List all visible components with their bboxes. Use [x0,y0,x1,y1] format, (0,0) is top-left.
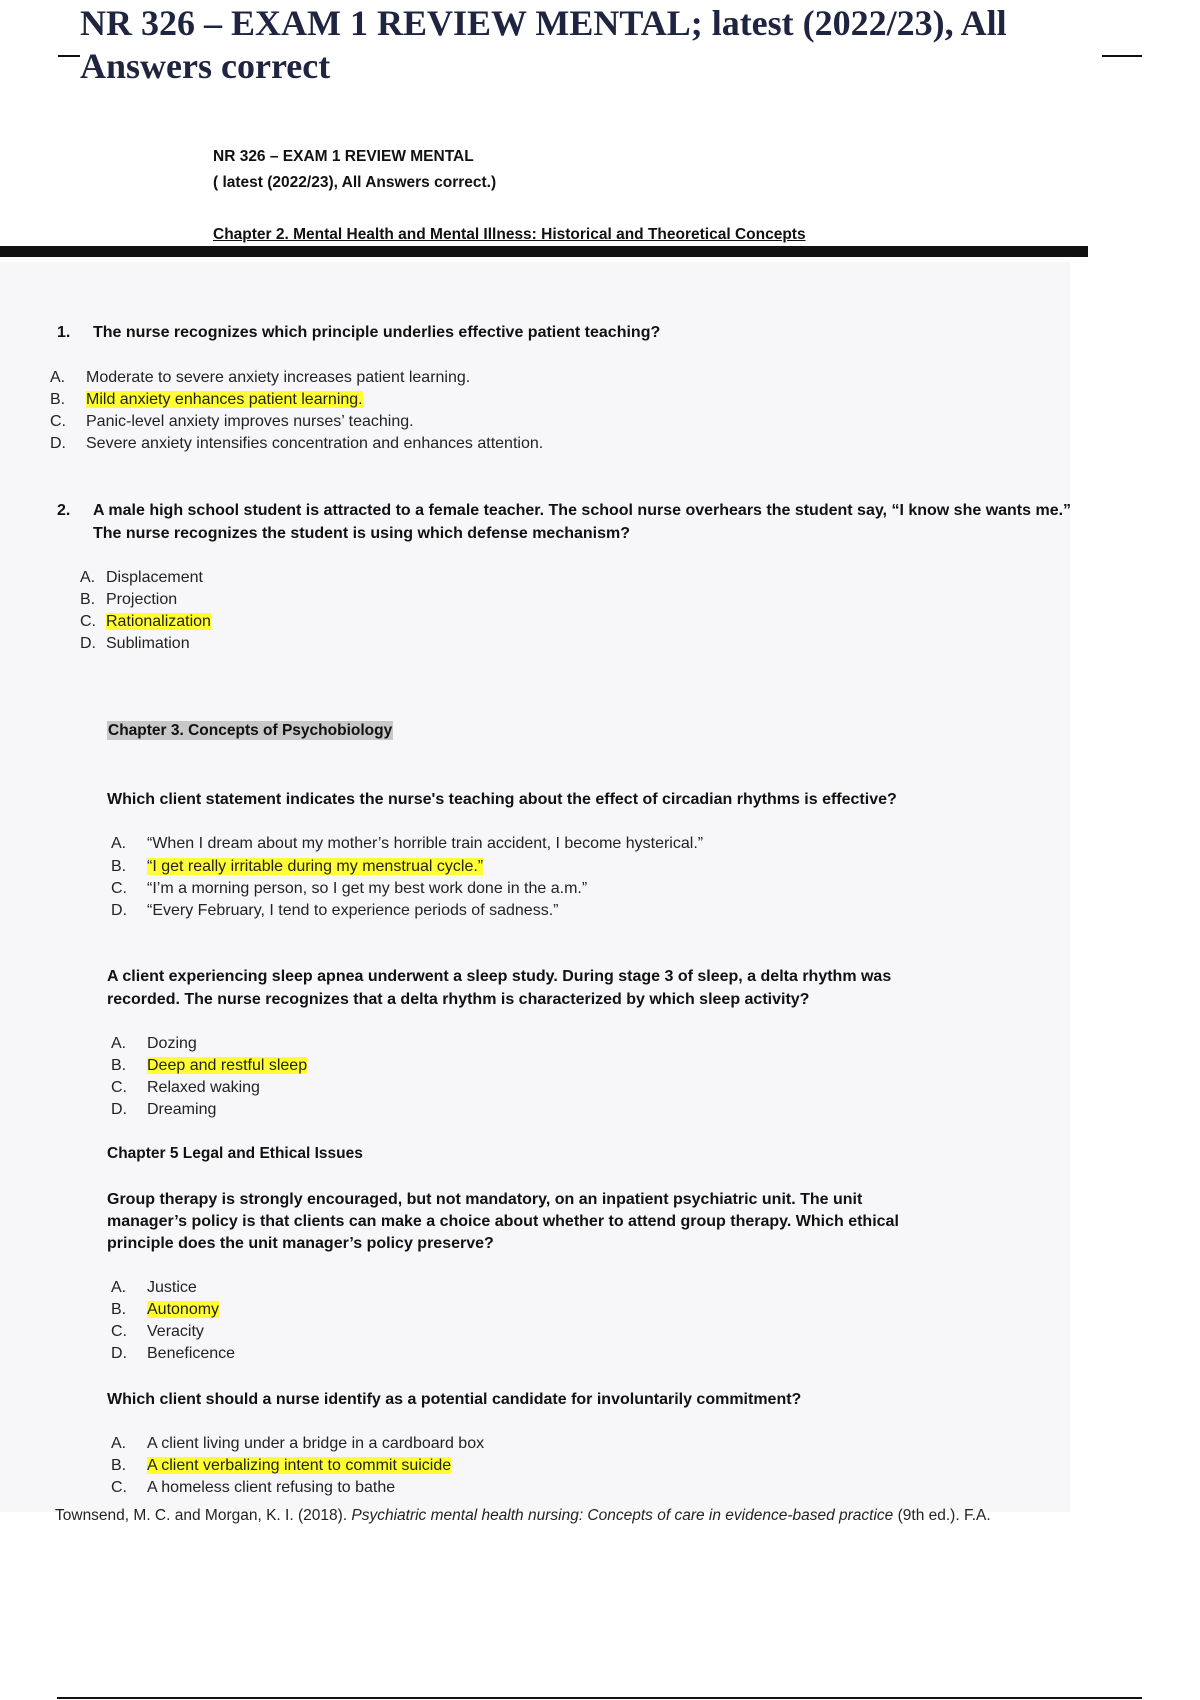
question-2-line-2: The nurse recognizes the student is using which defense mechanism? [93,525,631,542]
q4-option-c: C. Relaxed waking [111,1079,260,1096]
question-4-line-2: recorded. The nurse recognizes that a delta rhythm is characterized by which sleep activity? [107,991,810,1008]
chapter-2-heading: Chapter 2. Mental Health and Mental Illness: Historical and Theoretical Concepts [213,226,806,243]
question-3: Which client statement indicates the nurse's teaching about the effect of circadian rhythms is effective? [107,791,897,808]
question-5-line-2: manager’s policy is that clients can make a choice about whether to attend group therapy. Which ethical [107,1213,899,1230]
question-5-line-1: Group therapy is strongly encouraged, but not mandatory, on an inpatient psychiatric unit. The unit [107,1191,863,1208]
title-left-dash [58,55,80,57]
q1-option-a: A. Moderate to severe anxiety increases patient learning. [50,369,471,386]
question-1 [57,322,660,344]
reference-citation [55,1507,991,1525]
q5-option-d: D. Beneficence [111,1345,236,1362]
q4-option-d: D. Dreaming [111,1101,217,1118]
question-1-number: 1. [57,324,71,341]
correct-answer-highlight: Autonomy [147,1301,220,1318]
q4-option-a: A. Dozing [111,1035,197,1052]
reference-title: Psychiatric mental health nursing: Concepts of care in evidence-based practice [351,1507,894,1524]
q1-option-b: B. Mild anxiety enhances patient learning. [50,391,363,408]
q3-option-a: A. “When I dream about my mother’s horrible train accident, I become hysterical.” [111,835,704,852]
footer-rule [57,1697,1142,1699]
q5-option-c: C. Veracity [111,1323,204,1340]
header-line-2: ( latest (2022/23), All Answers correct.) [213,174,497,191]
q1-option-d: D. Severe anxiety intensifies concentration and enhances attention. [50,435,544,452]
question-5-line-3: principle does the unit manager’s policy preserve? [107,1235,494,1252]
header-line-1: NR 326 – EXAM 1 REVIEW MENTAL [213,148,474,165]
question-4-line-1: A client experiencing sleep apnea underwent a sleep study. During stage 3 of sleep, a delta rhythm was [107,968,892,985]
question-6: Which client should a nurse identify as a potential candidate for involuntarily commitment? [107,1391,802,1408]
q2-option-b: B. Projection [80,591,178,608]
question-2 [57,500,1071,522]
q2-option-a: A. Displacement [80,569,203,586]
q6-option-c: C. A homeless client refusing to bathe [111,1479,396,1496]
chapter-3-heading: Chapter 3. Concepts of Psychobiology [108,722,393,739]
question-2-number: 2. [57,502,71,519]
q6-option-b: B. A client verbalizing intent to commit suicide [111,1457,452,1474]
correct-answer-highlight: Mild anxiety enhances patient learning. [86,391,363,408]
question-2-text-line-1: A male high school student is attracted to a female teacher. The school nurse overhears the student say, “I know she wants me.” [93,502,1072,519]
q2-option-d: D. Sublimation [80,635,190,652]
page-title: NR 326 – EXAM 1 REVIEW MENTAL; latest (2022/23), All Answers correct [80,3,1007,86]
correct-answer-highlight: “I get really irritable during my menstrual cycle.” [147,858,484,875]
q3-option-b: B. “I get really irritable during my menstrual cycle.” [111,858,484,875]
q5-option-b: B. Autonomy [111,1301,220,1318]
question-1-text: The nurse recognizes which principle underlies effective patient teaching? [93,324,661,341]
q6-option-a: A. A client living under a bridge in a cardboard box [111,1435,485,1452]
q5-option-a: A. Justice [111,1279,197,1296]
q4-option-b: B. Deep and restful sleep [111,1057,308,1074]
header-thick-rule [0,246,1088,257]
reference-tail: (9th ed.). F.A. [893,1507,991,1524]
q3-option-c: C. “I’m a morning person, so I get my best work done in the a.m.” [111,880,588,897]
reference-authors: Townsend, M. C. and Morgan, K. I. (2018). [55,1507,352,1524]
title-right-dash [1102,55,1142,57]
q1-option-c: C. Panic-level anxiety improves nurses’ teaching. [50,413,414,430]
chapter-5-heading: Chapter 5 Legal and Ethical Issues [107,1145,363,1162]
q3-option-d: D. “Every February, I tend to experience periods of sadness.” [111,902,559,919]
correct-answer-highlight: A client verbalizing intent to commit suicide [147,1457,452,1474]
correct-answer-highlight: Deep and restful sleep [147,1057,308,1074]
q2-option-c: C. Rationalization [80,613,211,630]
correct-answer-highlight: Rationalization [106,613,211,630]
